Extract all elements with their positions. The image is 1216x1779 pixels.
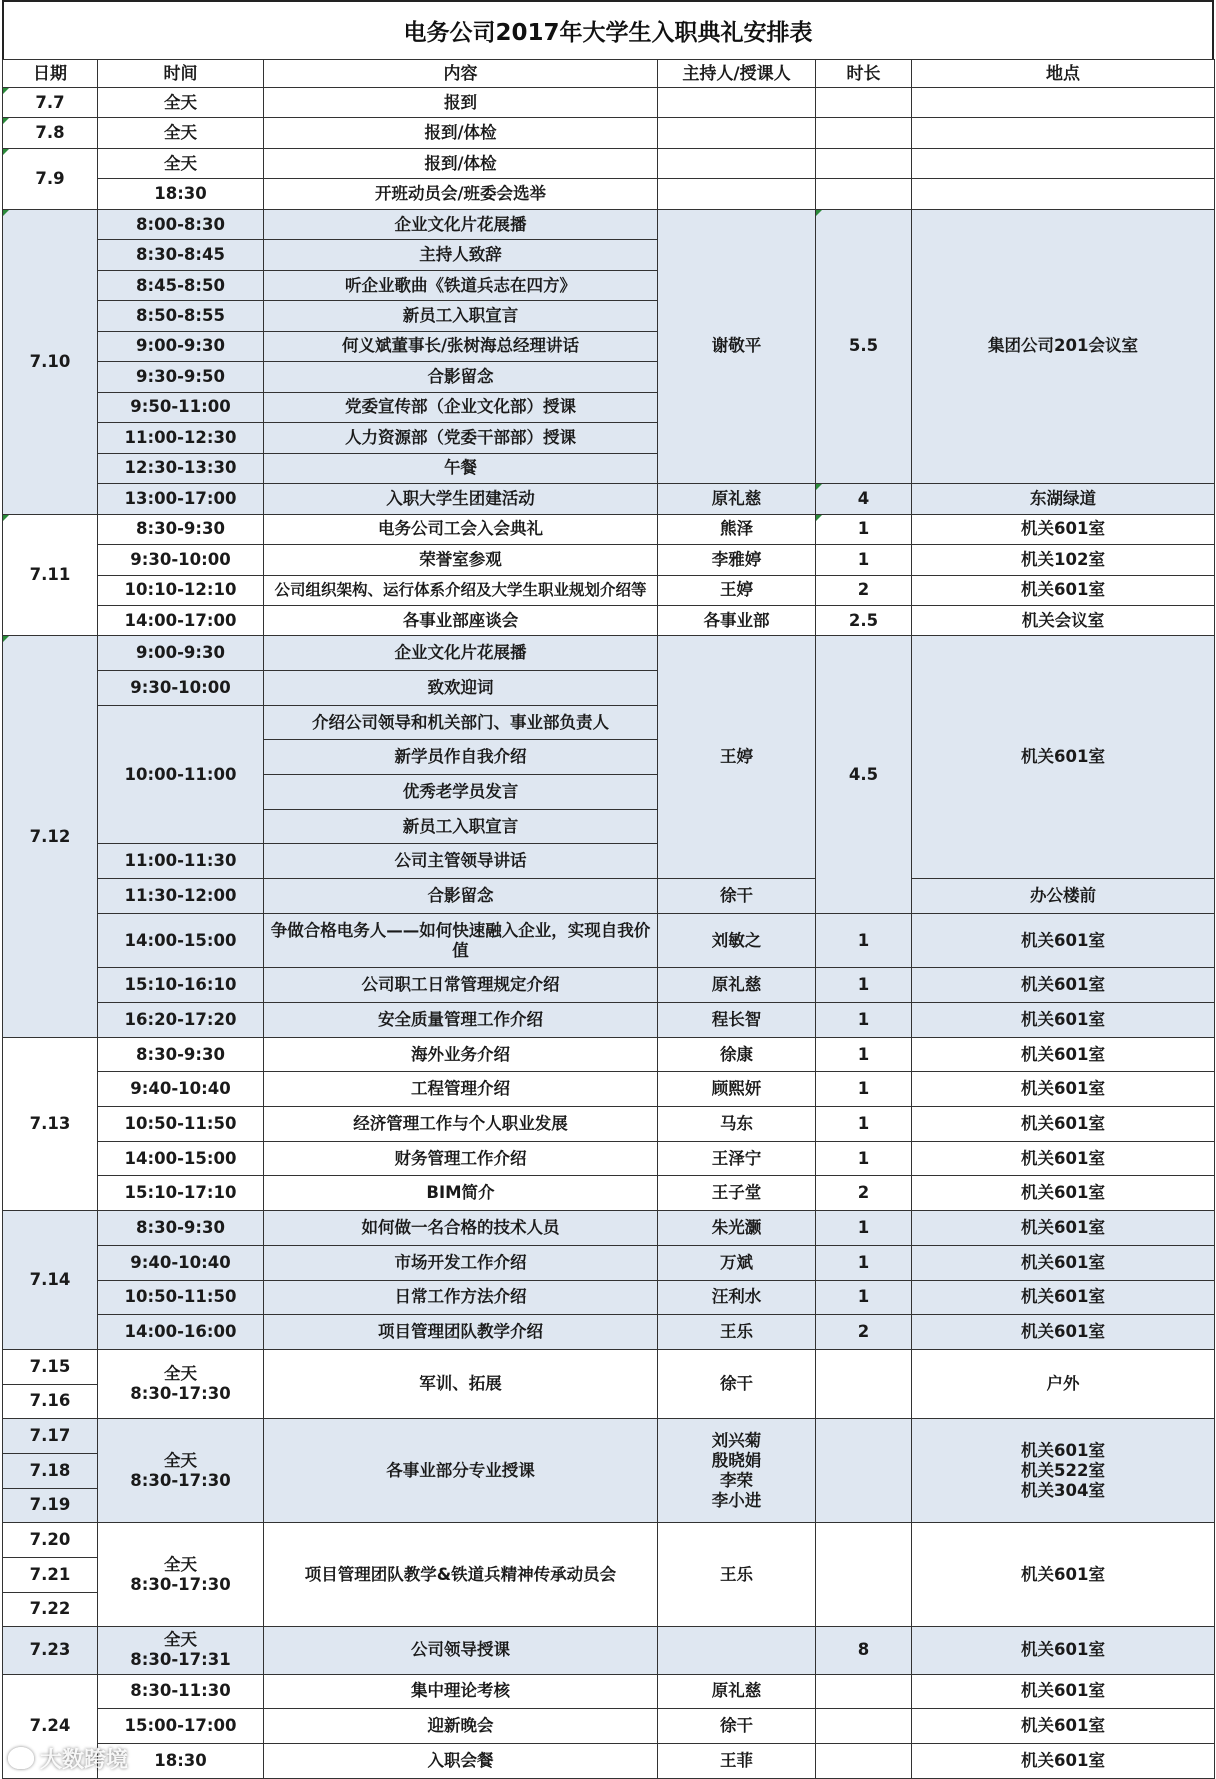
content-cell: 主持人致辞: [264, 240, 658, 270]
content-cell: BIM简介: [264, 1176, 658, 1211]
location-cell: 机关601室: [912, 1245, 1215, 1280]
host-cell: 原礼慈: [658, 1674, 816, 1709]
time-cell: 18:30: [98, 179, 264, 209]
duration-cell: 4: [816, 484, 912, 514]
table-row: [3, 1072, 1215, 1107]
host-cell: 汪利水: [658, 1280, 816, 1315]
location-cell: [912, 148, 1215, 178]
location-cell: 东湖绿道: [912, 484, 1215, 514]
date-cell: 7.24: [3, 1674, 98, 1779]
location-cell: 机关601室: [912, 968, 1215, 1003]
duration-cell: 1: [816, 1141, 912, 1176]
time-cell: 9:40-10:40: [98, 1072, 264, 1107]
host-cell: 王泽宁: [658, 1141, 816, 1176]
table-row: [3, 968, 1215, 1003]
header-content: 内容: [264, 60, 658, 88]
date-cell: 7.17: [3, 1419, 98, 1454]
table-row: [3, 913, 1215, 968]
location-cell: 机关102室: [912, 545, 1215, 575]
duration-cell: 8: [816, 1627, 912, 1674]
date-cell: 7.13: [3, 1037, 98, 1210]
time-cell: 9:50-11:00: [98, 392, 264, 422]
date-cell: 7.7: [3, 88, 98, 118]
host-cell: 王婷: [658, 575, 816, 605]
host-cell: [658, 148, 816, 178]
time-cell: 8:50-8:55: [98, 301, 264, 331]
host-cell: 徐康: [658, 1037, 816, 1072]
time-cell: 10:10-12:10: [98, 575, 264, 605]
table-row: [3, 1141, 1215, 1176]
header-host: 主持人/授课人: [658, 60, 816, 88]
duration-cell: 4.5: [816, 636, 912, 913]
host-cell: 王乐: [658, 1523, 816, 1627]
content-cell: 市场开发工作介绍: [264, 1245, 658, 1280]
host-cell: [658, 1627, 816, 1674]
content-cell: 入职大学生团建活动: [264, 484, 658, 514]
content-cell: 新学员作自我介绍: [264, 740, 658, 775]
content-cell: 合影留念: [264, 362, 658, 392]
content-cell: 何义斌董事长/张树海总经理讲话: [264, 331, 658, 361]
content-cell: 听企业歌曲《铁道兵志在四方》: [264, 270, 658, 300]
content-cell: 争做合格电务人——如何快速融入企业，实现自我价值: [264, 913, 658, 968]
time-cell: 10:50-11:50: [98, 1280, 264, 1315]
location-cell: [912, 118, 1215, 148]
date-cell: 7.22: [3, 1592, 98, 1627]
content-cell: 人力资源部（党委干部部）授课: [264, 423, 658, 453]
date-cell: 7.23: [3, 1627, 98, 1674]
date-cell: 7.19: [3, 1488, 98, 1523]
table-row: [3, 636, 1215, 671]
time-cell: 11:30-12:00: [98, 879, 264, 914]
host-cell: 朱光灏: [658, 1211, 816, 1246]
table-row: [3, 514, 1215, 544]
content-cell: 各事业部分专业授课: [264, 1419, 658, 1523]
duration-cell: [816, 1709, 912, 1744]
duration-cell: 1: [816, 1107, 912, 1142]
table-row: [3, 1211, 1215, 1246]
header-location: 地点: [912, 60, 1215, 88]
time-cell: 9:00-9:30: [98, 331, 264, 361]
time-cell: 11:00-11:30: [98, 844, 264, 879]
time-cell: 8:45-8:50: [98, 270, 264, 300]
content-cell: 入职会餐: [264, 1743, 658, 1778]
date-cell: 7.10: [3, 209, 98, 514]
content-cell: 党委宣传部（企业文化部）授课: [264, 392, 658, 422]
date-cell: 7.16: [3, 1384, 98, 1419]
duration-cell: [816, 1743, 912, 1778]
time-cell: 9:30-10:00: [98, 545, 264, 575]
duration-cell: 1: [816, 1280, 912, 1315]
content-cell: 迎新晚会: [264, 1709, 658, 1744]
location-cell: 机关601室: [912, 575, 1215, 605]
location-cell: 机关601室: [912, 1141, 1215, 1176]
table-row: [3, 879, 1215, 914]
table-row: [3, 1674, 1215, 1709]
location-cell: 机关601室: [912, 1674, 1215, 1709]
location-cell: 集团公司201会议室: [912, 209, 1215, 483]
content-cell: 工程管理介绍: [264, 1072, 658, 1107]
content-cell: 如何做一名合格的技术人员: [264, 1211, 658, 1246]
date-cell: 7.8: [3, 118, 98, 148]
duration-cell: [816, 88, 912, 118]
time-cell: 9:30-9:50: [98, 362, 264, 392]
time-cell: 9:40-10:40: [98, 1245, 264, 1280]
duration-cell: [816, 1523, 912, 1627]
host-cell: 原礼慈: [658, 968, 816, 1003]
table-row: [3, 179, 1215, 209]
date-cell: 7.15: [3, 1349, 98, 1384]
time-cell: 15:10-16:10: [98, 968, 264, 1003]
time-cell: 13:00-17:00: [98, 484, 264, 514]
content-cell: 集中理论考核: [264, 1674, 658, 1709]
duration-cell: 2: [816, 575, 912, 605]
table-row: [3, 1003, 1215, 1038]
duration-cell: 1: [816, 1037, 912, 1072]
content-cell: 公司组织架构、运行体系介绍及大学生职业规划介绍等: [264, 575, 658, 605]
time-cell: 8:30-11:30: [98, 1674, 264, 1709]
content-cell: 优秀老学员发言: [264, 775, 658, 810]
content-cell: 项目管理团队教学介绍: [264, 1315, 658, 1350]
table-row: [3, 545, 1215, 575]
host-cell: 徐干: [658, 879, 816, 914]
duration-cell: 1: [816, 1072, 912, 1107]
duration-cell: 1: [816, 1211, 912, 1246]
host-cell: 原礼慈: [658, 484, 816, 514]
header-row: [3, 60, 1215, 88]
content-cell: 荣誉室参观: [264, 545, 658, 575]
time-cell: 8:30-8:45: [98, 240, 264, 270]
content-cell: 企业文化片花展播: [264, 636, 658, 671]
table-row: [3, 1743, 1215, 1778]
duration-cell: 1: [816, 1003, 912, 1038]
location-cell: [912, 88, 1215, 118]
location-cell: 机关601室: [912, 1315, 1215, 1350]
content-cell: 公司主管领导讲话: [264, 844, 658, 879]
date-cell: 7.9: [3, 148, 98, 209]
table-row: [3, 148, 1215, 178]
time-cell: 9:30-10:00: [98, 671, 264, 706]
time-cell: 全天: [98, 118, 264, 148]
content-cell: 合影留念: [264, 879, 658, 914]
date-cell: 7.20: [3, 1523, 98, 1558]
date-cell: 7.11: [3, 514, 98, 636]
location-cell: 机关601室 机关522室 机关304室: [912, 1419, 1215, 1523]
time-cell: 8:30-9:30: [98, 514, 264, 544]
table-row: [3, 1709, 1215, 1744]
time-cell: 16:20-17:20: [98, 1003, 264, 1038]
time-cell: 11:00-12:30: [98, 423, 264, 453]
location-cell: 机关601室: [912, 1523, 1215, 1627]
location-cell: 机关601室: [912, 913, 1215, 968]
time-cell: 10:00-11:00: [98, 705, 264, 844]
content-cell: 项目管理团队教学&铁道兵精神传承动员会: [264, 1523, 658, 1627]
content-cell: 报到/体检: [264, 118, 658, 148]
time-cell: 14:00-15:00: [98, 1141, 264, 1176]
time-cell: 8:30-9:30: [98, 1037, 264, 1072]
content-cell: 公司职工日常管理规定介绍: [264, 968, 658, 1003]
location-cell: 机关601室: [912, 1107, 1215, 1142]
time-cell: 14:00-16:00: [98, 1315, 264, 1350]
content-cell: 报到/体检: [264, 148, 658, 178]
content-cell: 公司领导授课: [264, 1627, 658, 1674]
location-cell: 机关601室: [912, 1037, 1215, 1072]
duration-cell: 5.5: [816, 209, 912, 483]
location-cell: 机关601室: [912, 1709, 1215, 1744]
host-cell: 王菲: [658, 1743, 816, 1778]
schedule-table: [2, 59, 1215, 1779]
duration-cell: 2: [816, 1176, 912, 1211]
table-row: [3, 209, 1215, 239]
location-cell: 机关601室: [912, 1280, 1215, 1315]
time-cell: 全天 8:30-17:31: [98, 1627, 264, 1674]
host-cell: 徐干: [658, 1349, 816, 1418]
table-row: [3, 484, 1215, 514]
location-cell: 机关601室: [912, 1072, 1215, 1107]
content-cell: 新员工入职宣言: [264, 301, 658, 331]
duration-cell: 1: [816, 968, 912, 1003]
table-row: [3, 1037, 1215, 1072]
header-duration: 时长: [816, 60, 912, 88]
table-row: [3, 575, 1215, 605]
time-cell: 14:00-15:00: [98, 913, 264, 968]
host-cell: 各事业部: [658, 605, 816, 635]
location-cell: 机关601室: [912, 514, 1215, 544]
content-cell: 新员工入职宣言: [264, 809, 658, 844]
host-cell: [658, 179, 816, 209]
content-cell: 致欢迎词: [264, 671, 658, 706]
host-cell: [658, 88, 816, 118]
content-cell: 军训、拓展: [264, 1349, 658, 1418]
location-cell: [912, 179, 1215, 209]
content-cell: 午餐: [264, 453, 658, 483]
duration-cell: 2.5: [816, 605, 912, 635]
host-cell: 顾熙妍: [658, 1072, 816, 1107]
table-row: [3, 118, 1215, 148]
table-row: [3, 88, 1215, 118]
location-cell: 机关601室: [912, 636, 1215, 879]
location-cell: 机关601室: [912, 1627, 1215, 1674]
table-row: [3, 1349, 1215, 1384]
time-cell: 全天: [98, 148, 264, 178]
location-cell: 户外: [912, 1349, 1215, 1418]
time-cell: 8:30-9:30: [98, 1211, 264, 1246]
content-cell: 海外业务介绍: [264, 1037, 658, 1072]
duration-cell: 1: [816, 1245, 912, 1280]
watermark-text: 大数跨境: [40, 1747, 129, 1773]
time-cell: 12:30-13:30: [98, 453, 264, 483]
table-row: [3, 1523, 1215, 1558]
duration-cell: 2: [816, 1315, 912, 1350]
host-cell: 李雅婷: [658, 545, 816, 575]
time-cell: 9:00-9:30: [98, 636, 264, 671]
content-cell: 财务管理工作介绍: [264, 1141, 658, 1176]
host-cell: 王婷: [658, 636, 816, 879]
table-row: [3, 1107, 1215, 1142]
content-cell: 各事业部座谈会: [264, 605, 658, 635]
date-cell: 7.18: [3, 1453, 98, 1488]
location-cell: 机关601室: [912, 1743, 1215, 1778]
duration-cell: [816, 179, 912, 209]
table-row: [3, 1315, 1215, 1350]
sheet-title: 电务公司2017年大学生入职典礼安排表: [2, 0, 1214, 59]
time-cell: 全天: [98, 88, 264, 118]
host-cell: 谢敬平: [658, 209, 816, 483]
content-cell: 企业文化片花展播: [264, 209, 658, 239]
content-cell: 日常工作方法介绍: [264, 1280, 658, 1315]
location-cell: 机关会议室: [912, 605, 1215, 635]
content-cell: 开班动员会/班委会选举: [264, 179, 658, 209]
content-cell: 经济管理工作与个人职业发展: [264, 1107, 658, 1142]
host-cell: 刘敏之: [658, 913, 816, 968]
header-time: 时间: [98, 60, 264, 88]
time-cell: 15:10-17:10: [98, 1176, 264, 1211]
content-cell: 报到: [264, 88, 658, 118]
host-cell: 马东: [658, 1107, 816, 1142]
host-cell: 程长智: [658, 1003, 816, 1038]
time-cell: 全天 8:30-17:30: [98, 1523, 264, 1627]
location-cell: 机关601室: [912, 1176, 1215, 1211]
table-row: [3, 1419, 1215, 1454]
time-cell: 14:00-17:00: [98, 605, 264, 635]
host-cell: 王子堂: [658, 1176, 816, 1211]
time-cell: 全天 8:30-17:30: [98, 1419, 264, 1523]
duration-cell: 1: [816, 913, 912, 968]
duration-cell: [816, 118, 912, 148]
location-cell: 机关601室: [912, 1211, 1215, 1246]
table-row: [3, 605, 1215, 635]
duration-cell: [816, 148, 912, 178]
header-date: 日期: [3, 60, 98, 88]
time-cell: 全天 8:30-17:30: [98, 1349, 264, 1418]
date-cell: 7.12: [3, 636, 98, 1037]
location-cell: 办公楼前: [912, 879, 1215, 914]
time-cell: 10:50-11:50: [98, 1107, 264, 1142]
date-cell: 7.21: [3, 1557, 98, 1592]
host-cell: 王乐: [658, 1315, 816, 1350]
location-cell: 机关601室: [912, 1003, 1215, 1038]
table-row: [3, 1280, 1215, 1315]
table-row: [3, 1627, 1215, 1674]
host-cell: 徐干: [658, 1709, 816, 1744]
table-row: [3, 1245, 1215, 1280]
content-cell: 安全质量管理工作介绍: [264, 1003, 658, 1038]
time-cell: 15:00-17:00: [98, 1709, 264, 1744]
table-row: [3, 1176, 1215, 1211]
duration-cell: [816, 1349, 912, 1418]
time-cell: 8:00-8:30: [98, 209, 264, 239]
duration-cell: [816, 1674, 912, 1709]
duration-cell: [816, 1419, 912, 1523]
duration-cell: 1: [816, 514, 912, 544]
time-cell: 18:30: [98, 1743, 264, 1778]
host-cell: 熊泽: [658, 514, 816, 544]
host-cell: [658, 118, 816, 148]
date-cell: 7.14: [3, 1211, 98, 1350]
host-cell: 万斌: [658, 1245, 816, 1280]
host-cell: 刘兴菊 殷晓娟 李荣 李小进: [658, 1419, 816, 1523]
content-cell: 电务公司工会入会典礼: [264, 514, 658, 544]
content-cell: 介绍公司领导和机关部门、事业部负责人: [264, 705, 658, 740]
duration-cell: 1: [816, 545, 912, 575]
